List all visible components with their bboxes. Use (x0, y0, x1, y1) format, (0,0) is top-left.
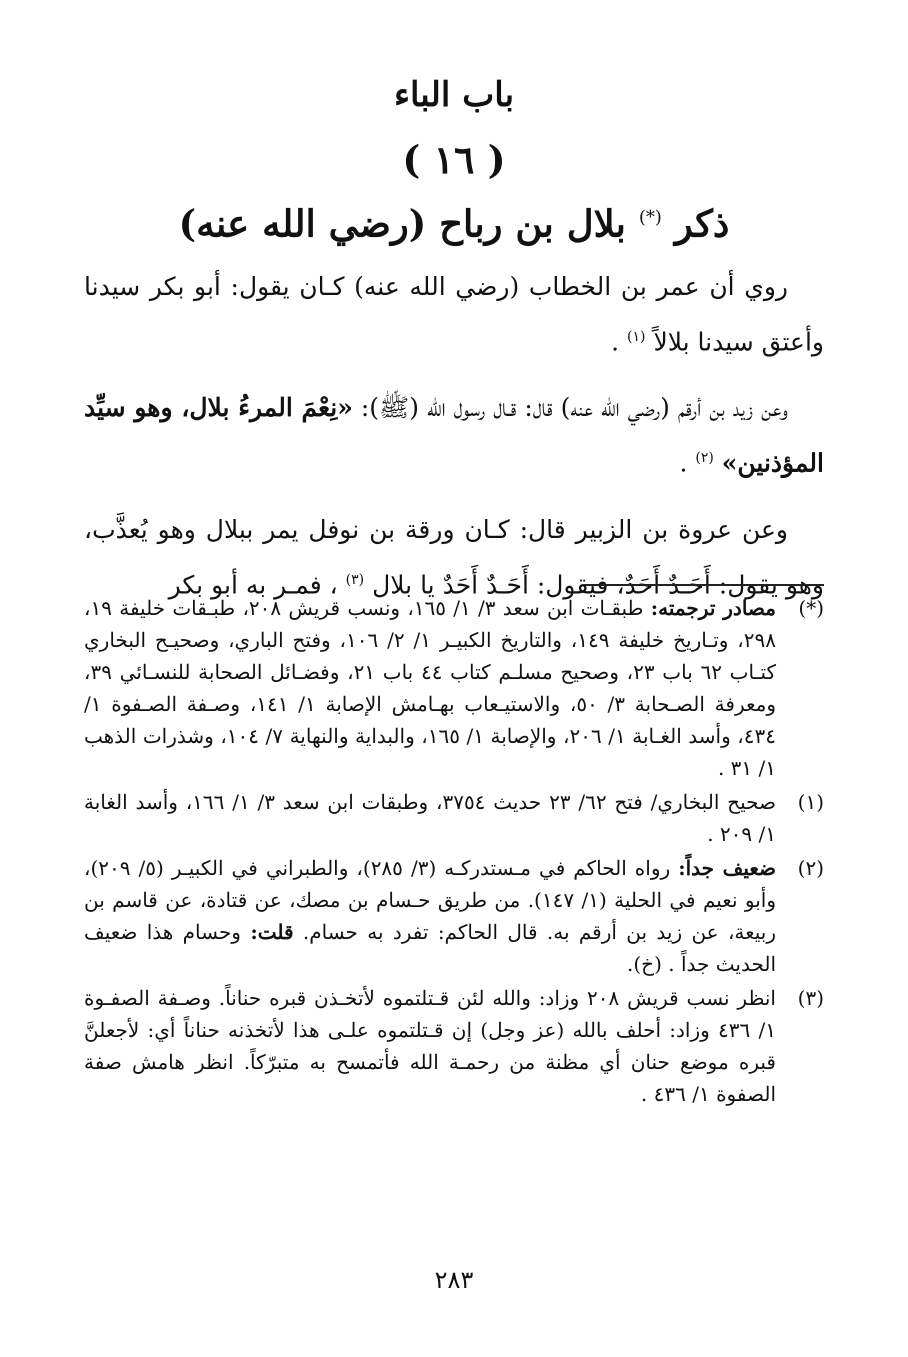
entry-heading-marker: (*) (638, 207, 662, 228)
footnote-1 (84, 786, 824, 850)
paragraph-end: ، فمـر به أبو بكر (168, 569, 338, 599)
footnote-ref: (١) (627, 329, 646, 345)
footnote-label: مصادر ترجمته: (650, 596, 776, 620)
hadith-quote: «نِعْمَ المرءُ بلال، وهو سيِّد المؤذنين» (84, 393, 824, 478)
paragraph-end: . (611, 327, 620, 357)
paragraph-text: وعن عروة بن الزبير قال: كـان ورقة بن نوفل يمر ببلال وهو يُعذَّب، وهو يقول: أَحَـدٌ أَحَدٌ، فيقول: أَحَـدٌ أَحَدٌ يا بلال (84, 514, 824, 599)
main-text (84, 262, 824, 626)
footnote-label: ضعيف جداً: (678, 856, 776, 880)
paragraph-text: وعن زيد بن أرقم (رضي الله عنه) قال: قـال رسول الله (ﷺ): (360, 393, 788, 423)
footnote-text: طبقـات ابن سعد ٣/ ١/ ١٦٥، ونسب قريش ٢٠٨، طبـقات خليفة ١٩، ٢٩٨، وتـاريخ خليفة ١٤٩، والتاريخ الكبيـر ١/ ٢/ ١٠٦، وفتح الباري، وصحيـح البخاري كتـاب ٦٢ باب ٢٣، وصحيح مسلـم كتاب ٤٤ باب ٢١، وفضـائل الصحابة للنسـائي ٣٩، ومعرفة الصـحابة ٣/ ٥٠، والاستيـعاب بهـامش الإصابة ١/ ١٤١، وصـفة الصـفوة ١/ ٤٣٤، وأسد الغـابة ١/ ٢٠٦، والإصابة ١/ ١٦٥، والبداية والنهاية ٧/ ١٠٤، وشذرات الذهب ١/ ٣١ . (84, 596, 777, 780)
footnote-marker: (٢) (797, 856, 824, 880)
footnote-text: رواه الحاكم في مـستدركـه (٣/ ٢٨٥)، والطبراني في الكبيـر (٥/ ٢٠٩)، وأبو نعيم في الحلية (١/ ١٤٧). من طريق حـسام بن مصك، عن قتادة، عن قاسم بن ربيعة، عن زيد بن أرقم به. قال الحاكم: تفرد به حسام. (84, 856, 777, 944)
footnote-text-2: وحسام هذا ضعيف الحديث جداً . (خ). (84, 920, 776, 976)
chapter-title: باب الباء (393, 75, 515, 115)
entry-number: ( ١٦ ) (402, 137, 506, 182)
entry-heading-name: بلال بن رباح (رضي الله عنه) (178, 201, 626, 246)
paragraph-text: روي أن عمر بن الخطاب (رضي الله عنه) كـان يقول: أبو بكر سيدنا وأعتق سيدنا بلالاً (84, 272, 824, 357)
footnote-text: انظر نسب قريش ٢٠٨ وزاد: والله لئن قـتلتموه لأتخـذن قبره حناناً. وصـفة الصفـوة ١/ ٤٣٦ وزاد: أحلف بالله (عز وجل) إن قـتلتموه علـى هذا لأتخذنه حناناً أي: لأجعلنَّ قبره موضع حنان أي مظنة من رحمـة الله فأتمسح به متبرّكاً. انظر هامش صفة الصفوة ١/ ٤٣٦ . (84, 986, 776, 1106)
footnote-2 (84, 852, 824, 980)
paragraph-2 (84, 383, 824, 488)
entry-heading-prefix: ذكر (674, 201, 730, 246)
footnote-3 (84, 982, 824, 1110)
footnote-marker: (٣) (797, 986, 824, 1010)
footnote-marker: (١) (797, 790, 824, 814)
footnote-separator (584, 584, 824, 586)
footnote-label-2: قلت: (250, 920, 294, 944)
footnote-marker: (*) (798, 596, 824, 620)
footnote-ref: (٢) (695, 450, 714, 467)
footnote-text: صحيح البخاري/ فتح ٦٢/ ٢٣ حديث ٣٧٥٤، وطبقات ابن سعد ٣/ ١/ ١٦٦، وأسد الغابة ١/ ٢٠٩ . (84, 790, 776, 846)
footnotes (84, 592, 824, 1112)
footnote-sources (84, 592, 824, 784)
paragraph-end: . (679, 448, 688, 478)
footnote-ref: (٣) (345, 571, 365, 588)
page-number: ٢٨٣ (434, 1266, 474, 1294)
entry-heading (0, 190, 908, 251)
paragraph-1 (84, 262, 824, 367)
